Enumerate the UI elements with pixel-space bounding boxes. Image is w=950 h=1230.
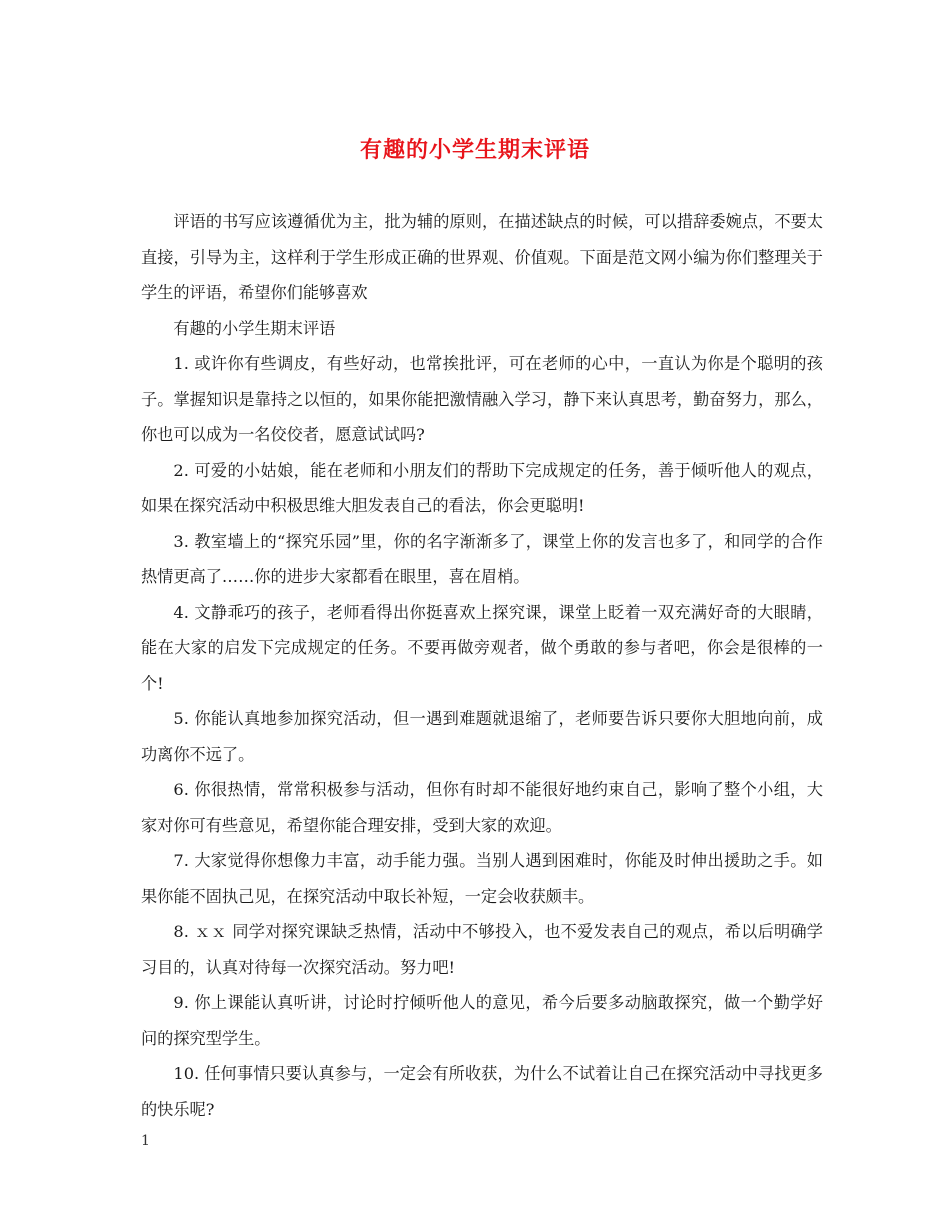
comment-paragraph: 2. 可爱的小姑娘，能在老师和小朋友们的帮助下完成规定的任务，善于倾听他人的观点，如果在探究活动中积极思维大胆发表自己的看法，你会更聪明! [141, 460, 823, 515]
comment-paragraph: 3. 教室墙上的“探究乐园”里，你的名字渐渐多了，课堂上你的发言也多了，和同学的合作热情更高了……你的进步大家都看在眼里，喜在眉梢。 [141, 531, 823, 586]
comment-paragraph: 10. 任何事情只要认真参与，一定会有所收获，为什么不试着让自己在探究活动中寻找更多的快乐呢? [141, 1064, 823, 1119]
comment-paragraph: 6. 你很热情，常常积极参与活动，但你有时却不能很好地约束自己，影响了整个小组，大家对你可有些意见，希望你能合理安排，受到大家的欢迎。 [141, 780, 823, 835]
page-number: 1 [141, 1133, 150, 1149]
comment-paragraph: 9. 你上课能认真听讲，讨论时拧倾听他人的意见，希今后要多动脑敢探究，做一个勤学好问的探究型学生。 [141, 993, 823, 1048]
document-title: 有趣的小学生期末评语 [359, 137, 590, 163]
comment-paragraph: 4. 文静乖巧的孩子，老师看得出你挺喜欢上探究课，课堂上眨着一双充满好奇的大眼睛，能在大家的启发下完成规定的任务。不要再做旁观者，做个勇敢的参与者吧，你会是很棒的一个! [141, 602, 823, 693]
intro-paragraph: 评语的书写应该遵循优为主，批为辅的原则，在描述缺点的时候，可以措辞委婉点，不要太直接，引导为主，这样利于学生形成正确的世界观、价值观。下面是范文网小编为你们整理关于学生的评语，希望你们能够喜欢 [141, 212, 823, 302]
section-subtitle: 有趣的小学生期末评语 [173, 318, 336, 338]
comment-paragraph: 8. ｘｘ 同学对探究课缺乏热情，活动中不够投入，也不爱发表自己的观点，希以后明确学习目的，认真对待每一次探究活动。努力吧! [141, 922, 823, 977]
document-body [141, 204, 823, 1127]
comment-paragraph: 1. 或许你有些调皮，有些好动，也常挨批评，可在老师的心中，一直认为你是个聪明的孩子。掌握知识是靠持之以恒的，如果你能把激情融入学习，静下来认真思考，勤奋努力，那么，你也可以成为一名佼佼者，愿意试试吗? [141, 354, 823, 444]
comment-paragraph: 7. 大家觉得你想像力丰富，动手能力强。当别人遇到困难时，你能及时伸出援助之手。如果你能不固执己见，在探究活动中取长补短，一定会收获颇丰。 [141, 851, 823, 906]
comment-paragraph: 5. 你能认真地参加探究活动，但一遇到难题就退缩了，老师要告诉只要你大胆地向前，成功离你不远了。 [141, 709, 823, 764]
